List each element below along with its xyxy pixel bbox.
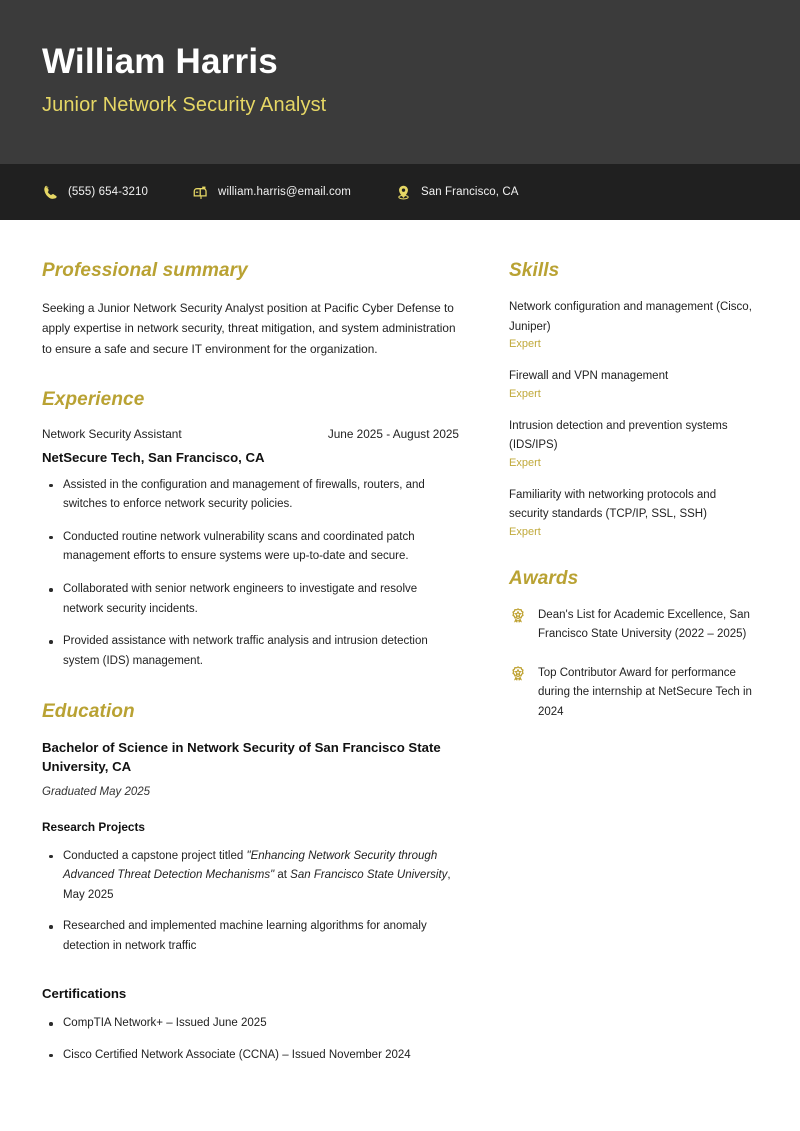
awards-heading: Awards	[509, 567, 579, 589]
research-projects-list	[42, 847, 459, 957]
contact-location[interactable]	[395, 184, 519, 201]
award-item	[509, 664, 758, 723]
skill-level: Expert	[509, 338, 541, 351]
award-rosette-icon	[509, 665, 527, 683]
contact-bar	[0, 164, 800, 220]
contact-email-text: william.harris@email.com	[218, 186, 351, 198]
contact-email[interactable]	[192, 184, 351, 201]
resume-header	[0, 0, 800, 164]
experience-role-row	[42, 427, 459, 441]
candidate-job-title: Junior Network Security Analyst	[42, 94, 327, 117]
skills-list	[509, 298, 758, 538]
experience-bullet: Provided assistance with network traffic analysis and intrusion detection system (IDS) management.	[42, 632, 459, 671]
plain-text: , May 2025	[63, 869, 451, 901]
skill-name: Familiarity with networking protocols and security standards (TCP/IP, SSL, SSH)	[509, 488, 717, 521]
contact-phone-text: (555) 654-3210	[68, 186, 149, 198]
section-experience	[42, 389, 459, 671]
plain-text: at	[274, 869, 291, 882]
experience-bullet: Conducted routine network vulnerability scans and coordinated patch management efforts to ensure systems were up-to-date and secure.	[42, 528, 459, 567]
professional-summary-text: Seeking a Junior Network Security Analyst position at Pacific Cyber Defense to apply expertise in network security, threat mitigation, and system administration to ensure a safe and secure IT environment for the organization.	[42, 301, 456, 356]
certifications-list	[42, 1014, 459, 1065]
skill-name: Network configuration and management (Cisco, Juniper)	[509, 301, 752, 333]
research-project-bullet	[42, 917, 459, 956]
experience-entry	[42, 427, 459, 671]
skills-heading: Skills	[509, 260, 560, 281]
skill-item	[509, 486, 758, 538]
research-projects-heading: Research Projects	[42, 819, 145, 834]
mailbox-icon	[192, 184, 209, 201]
award-item	[509, 606, 758, 645]
section-certifications	[42, 986, 459, 1065]
award-rosette-icon	[509, 607, 527, 625]
skill-level: Expert	[509, 456, 541, 469]
skill-name: Intrusion detection and prevention systems (IDS/IPS)	[509, 419, 728, 452]
education-degree: Bachelor of Science in Network Security of San Francisco State University, CA	[42, 740, 441, 774]
award-text: Dean's List for Academic Excellence, San Francisco State University (2022 – 2025)	[538, 608, 750, 641]
contact-location-text: San Francisco, CA	[420, 186, 519, 198]
experience-dates: June 2025 - August 2025	[327, 426, 459, 441]
section-professional-summary	[42, 260, 459, 359]
skill-level: Expert	[509, 525, 541, 538]
section-awards	[509, 568, 758, 723]
experience-company: NetSecure Tech, San Francisco, CA	[42, 449, 265, 465]
awards-list	[509, 606, 758, 723]
education-heading: Education	[42, 701, 135, 723]
professional-summary-heading: Professional summary	[42, 260, 248, 281]
candidate-name: William Harris	[42, 42, 278, 81]
resume-body	[0, 220, 800, 1096]
skill-item	[509, 298, 758, 350]
left-column	[42, 260, 459, 1096]
skill-item	[509, 367, 758, 400]
section-education	[42, 701, 459, 956]
skill-name: Firewall and VPN management	[509, 370, 669, 383]
experience-role: Network Security Assistant	[42, 426, 182, 441]
location-pin-icon	[395, 184, 412, 201]
research-project-bullet	[42, 847, 459, 906]
experience-bullet: Collaborated with senior network engineers to investigate and resolve network security incidents.	[42, 580, 459, 619]
experience-bullet-list	[42, 476, 459, 671]
skill-item	[509, 417, 758, 469]
certifications-heading: Certifications	[42, 986, 127, 1002]
certification-item: CompTIA Network+ – Issued June 2025	[42, 1014, 459, 1034]
contact-phone[interactable]	[42, 184, 148, 201]
plain-text: Researched and implemented machine learning algorithms for anomaly detection in network traffic	[63, 920, 427, 952]
emphasis-text: San Francisco State University	[290, 869, 448, 882]
right-column	[509, 260, 758, 753]
skill-level: Expert	[509, 387, 541, 400]
emphasis-text: "Enhancing Network Security through Advanced Threat Detection Mechanisms"	[63, 849, 438, 882]
award-text: Top Contributor Award for performance during the internship at NetSecure Tech in 2024	[538, 666, 752, 719]
phone-icon	[42, 184, 59, 201]
plain-text: Conducted a capstone project titled	[63, 849, 247, 862]
experience-bullet: Assisted in the configuration and management of firewalls, routers, and switches to enforce network security policies.	[42, 476, 459, 515]
education-graduation-date: Graduated May 2025	[42, 785, 151, 798]
experience-heading: Experience	[42, 388, 145, 410]
section-skills	[509, 260, 758, 538]
certification-item: Cisco Certified Network Associate (CCNA) – Issued November 2024	[42, 1046, 459, 1066]
